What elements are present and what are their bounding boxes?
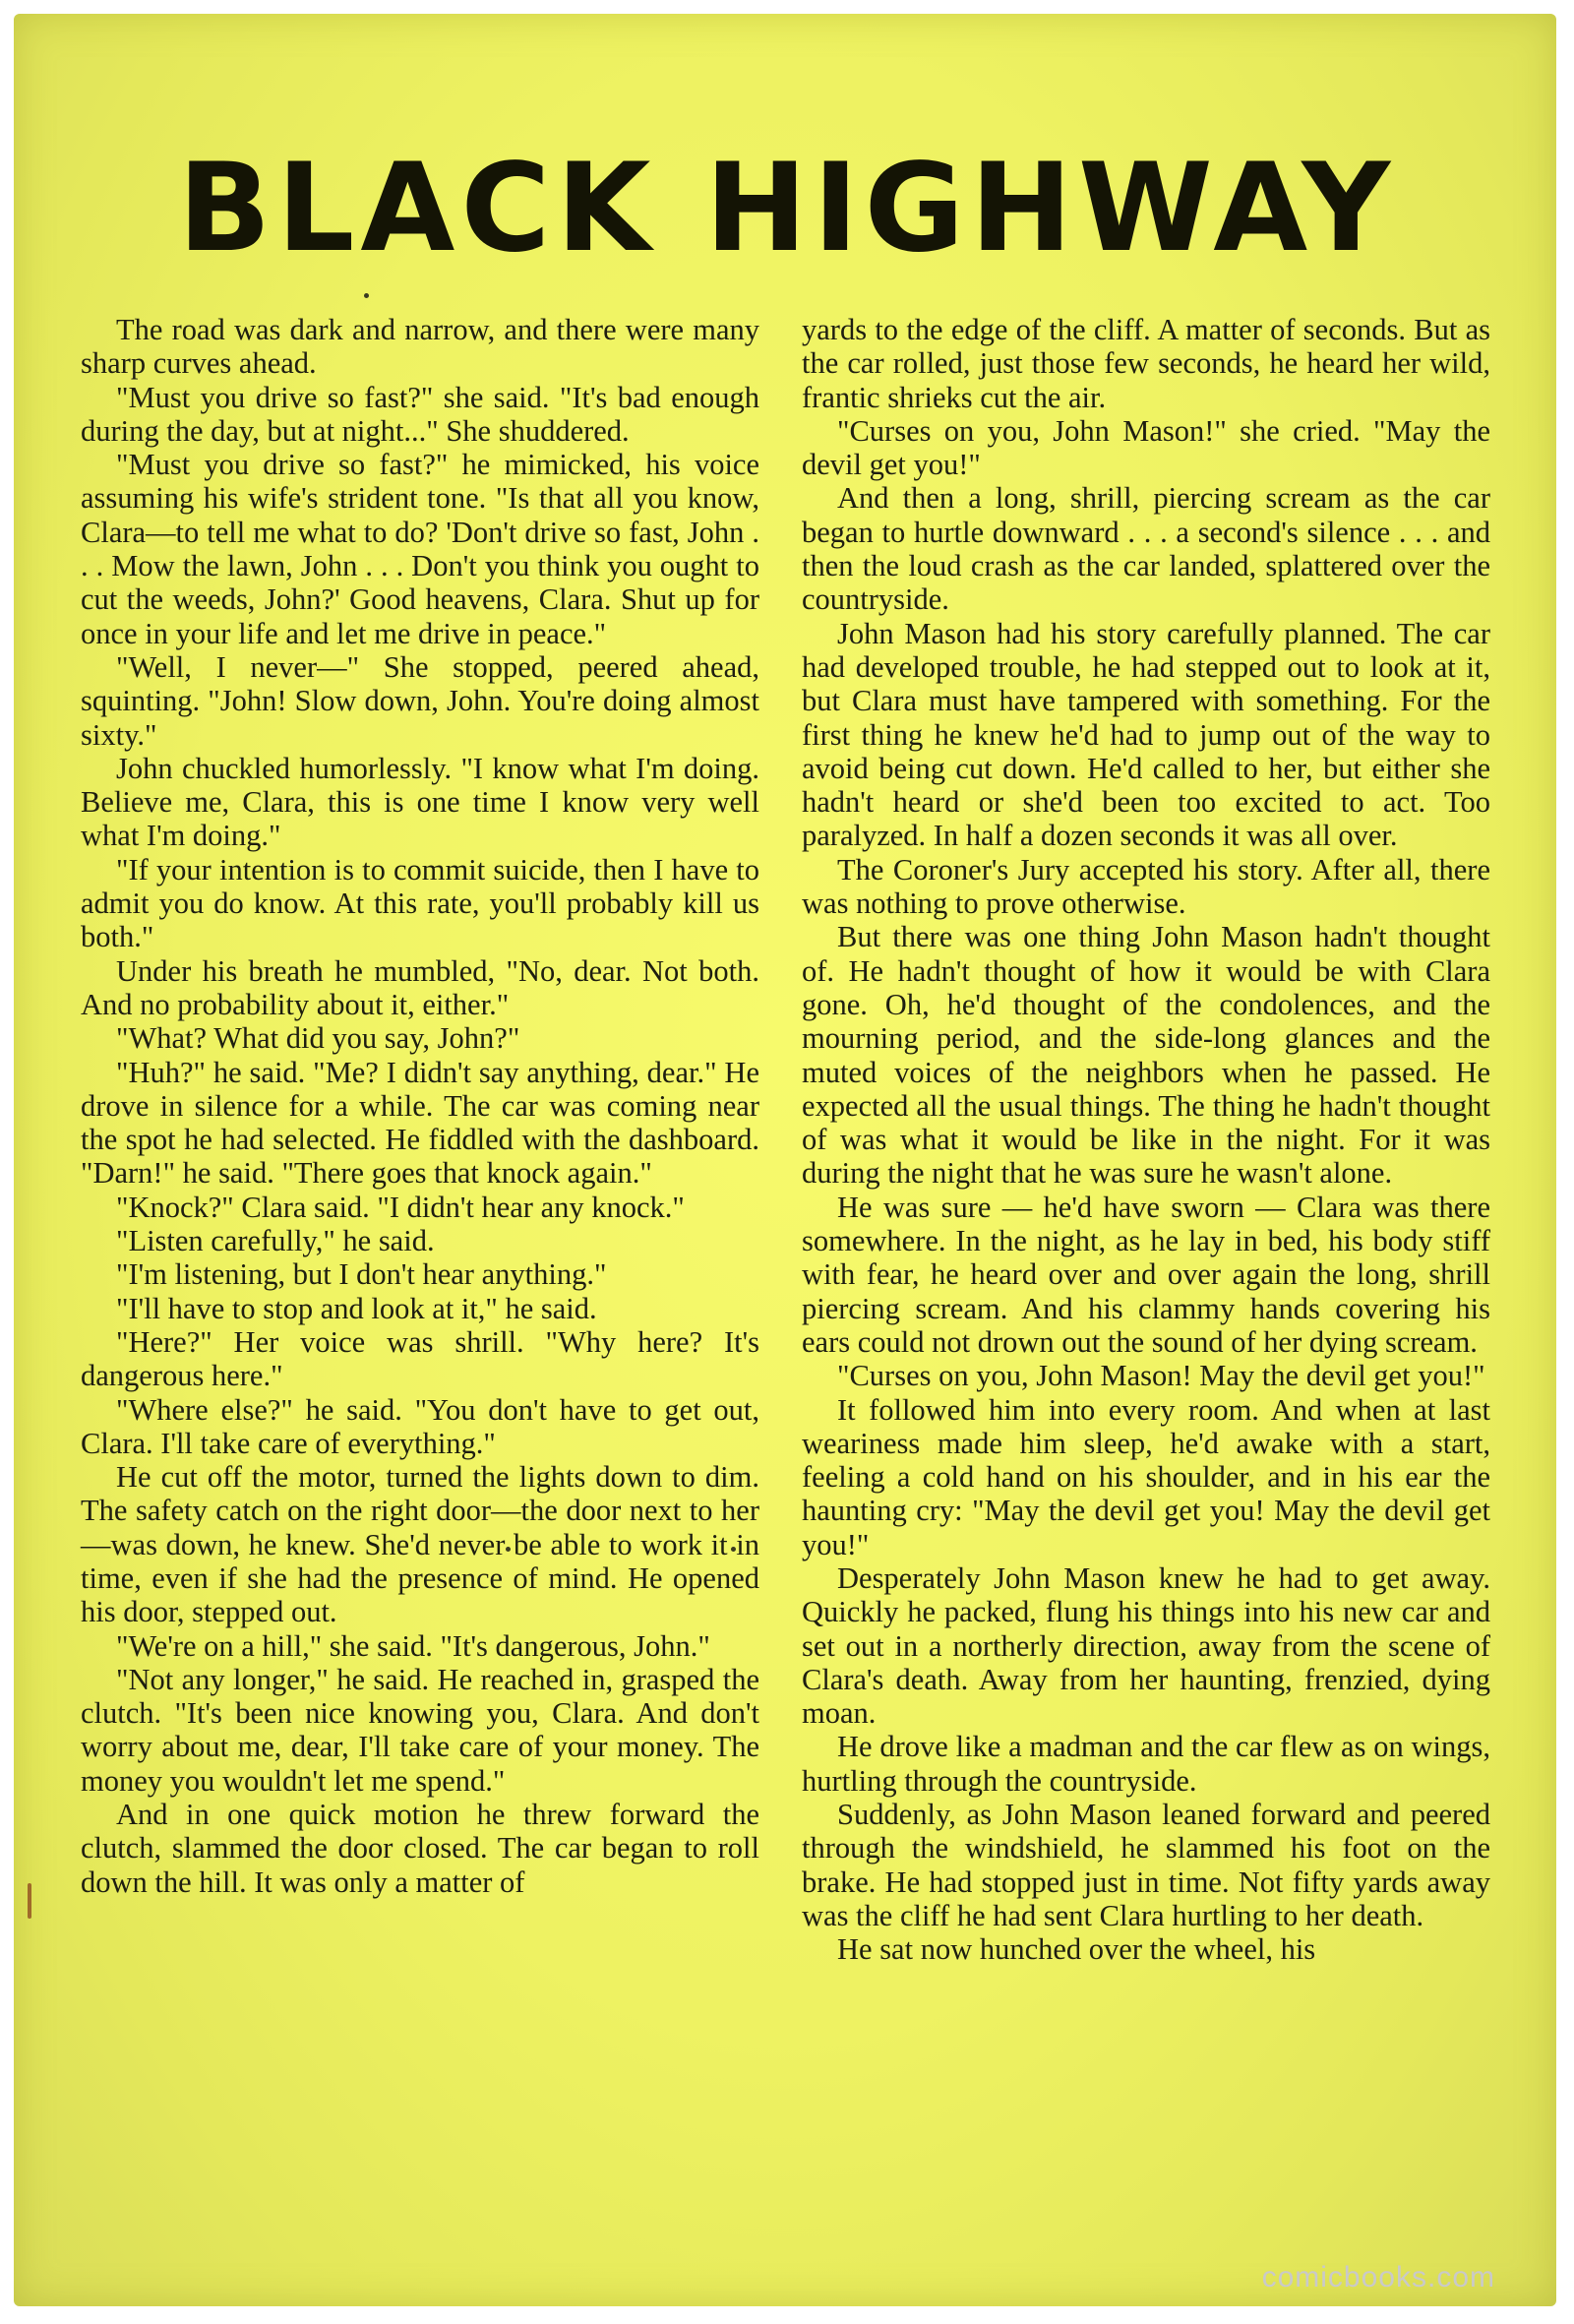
paragraph: "Must you drive so fast?" he mimicked, his voice assuming his wife's strident tone. "Is that all you know, Clara—to tell me what to do? 'Don't drive so fast, John . . . Mow the lawn, John . . . Don't you think you ought to cut the weeds, John?' Good heavens, Clara. Shut up for once in your life and let me drive in peace." bbox=[81, 448, 759, 650]
paragraph: "I'm listening, but I don't hear anything." bbox=[116, 1257, 607, 1292]
paragraph: "Where else?" he said. "You don't have to get out, Clara. I'll take care of everything." bbox=[81, 1392, 759, 1460]
paragraph: And then a long, shrill, piercing scream as the car began to hurtle downward . . . a second's silence . . . and then the loud crash as the car landed, splattered over the countryside. bbox=[802, 481, 1490, 617]
paragraph: But there was one thing John Mason hadn't thought of. He hadn't thought of how it would be with Clara gone. Oh, he'd thought of the condolences, and the mourning period, and the side-long glances and the muted voices of the neighbors when he passed. He expected all the usual things. The thing he hadn't thought of was what it would be like in the night. For it was during the night that he was sure he wasn't alone. bbox=[802, 920, 1490, 1191]
ink-speck bbox=[28, 1883, 31, 1919]
paragraph: Suddenly, as John Mason leaned forward and peered through the windshield, he slammed his foot on the brake. He had stopped just in time. Not fifty yards away was the cliff he had sent Clara hurtling to her death. bbox=[802, 1798, 1490, 1932]
paragraph: John Mason had his story carefully planned. The car had developed trouble, he had stepped out to look at it, but Clara must have tampered with something. For the first thing he knew he'd had to jump out of the way to avoid being cut down. He'd called to her, but either she hadn't heard or she'd been too excited to act. Too paralyzed. In half a dozen seconds it was all over. bbox=[802, 616, 1490, 853]
paragraph: "What? What did you say, John?" bbox=[116, 1021, 520, 1056]
paragraph: "I'll have to stop and look at it," he said. bbox=[116, 1291, 597, 1325]
right-column bbox=[802, 313, 1490, 1967]
ink-speck bbox=[364, 293, 369, 298]
paragraph: "Not any longer," he said. He reached in, grasped the clutch. "It's been nice knowing you, Clara. And don't worry about me, dear, I'll take care of your money. The money you wouldn't let me spend." bbox=[81, 1662, 759, 1798]
paragraph: He was sure — he'd have sworn — Clara was there somewhere. In the night, as he lay in bed, his body stiff with fear, he heard over and over again the long, shrill piercing scream. And his clammy hands covering his ears could not drown out the sound of her dying scream. bbox=[802, 1190, 1490, 1359]
paragraph: The road was dark and narrow, and there were many sharp curves ahead. bbox=[81, 313, 759, 381]
paragraph: "Listen carefully," he said. bbox=[116, 1224, 435, 1258]
paragraph: "We're on a hill," she said. "It's dangerous, John." bbox=[116, 1628, 710, 1663]
paragraph: "Huh?" he said. "Me? I didn't say anything, dear." He drove in silence for a while. The car was coming near the spot he had selected. He fiddled with the dashboard. "Darn!" he said. "There goes that knock again." bbox=[81, 1055, 759, 1191]
paragraph: John chuckled humorlessly. "I know what I'm doing. Believe me, Clara, this is one time I know very well what I'm doing." bbox=[81, 751, 759, 853]
paragraph: "Knock?" Clara said. "I didn't hear any knock." bbox=[116, 1190, 685, 1224]
paragraph: Under his breath he mumbled, "No, dear. Not both. And no probability about it, either." bbox=[81, 953, 759, 1021]
paragraph: "Curses on you, John Mason!" she cried. "May the devil get you!" bbox=[802, 413, 1490, 482]
paragraph: He drove like a madman and the car flew as on wings, hurtling through the countryside. bbox=[802, 1730, 1490, 1798]
paragraph: He sat now hunched over the wheel, his bbox=[837, 1932, 1316, 1967]
paragraph: "Well, I never—" She stopped, peered ahead, squinting. "John! Slow down, John. You're doing almost sixty." bbox=[81, 649, 759, 752]
paragraph: "If your intention is to commit suicide, then I have to admit you do know. At this rate, you'll probably kill us both." bbox=[81, 852, 759, 954]
paragraph: The Coroner's Jury accepted his story. After all, there was nothing to prove otherwise. bbox=[802, 852, 1490, 921]
paragraph: And in one quick motion he threw forward the clutch, slammed the door closed. The car began to roll down the hill. It was only a matter of bbox=[81, 1798, 759, 1899]
paragraph: He cut off the motor, turned the lights down to dim. The safety catch on the right door—the door next to her—was down, he knew. She'd never be able to work it in time, even if she had the presence of mind. He opened his door, stepped out. bbox=[81, 1460, 759, 1629]
paragraph: yards to the edge of the cliff. A matter of seconds. But as the car rolled, just those few seconds, he heard her wild, frantic shrieks cut the air. bbox=[802, 313, 1490, 414]
paragraph: "Curses on you, John Mason! May the devil get you!" bbox=[837, 1359, 1485, 1393]
story-title: BLACK HIGHWAY bbox=[177, 138, 1397, 279]
left-column bbox=[81, 313, 759, 1899]
paragraph: "Must you drive so fast?" she said. "It's bad enough during the day, but at night..." She shuddered. bbox=[81, 380, 759, 448]
paragraph: Desperately John Mason knew he had to get away. Quickly he packed, flung his things into his new car and set out in a northerly direction, away from the scene of Clara's death. Away from her haunting, frenzied, dying moan. bbox=[802, 1560, 1490, 1731]
watermark: comicbooks.com bbox=[1261, 2261, 1495, 2293]
paragraph: It followed him into every room. And when at last weariness made him sleep, he'd awake with a start, feeling a cold hand on his shoulder, and in his ear the haunting cry: "May the devil get you! May the devil get you!" bbox=[802, 1392, 1490, 1561]
paragraph: "Here?" Her voice was shrill. "Why here? It's dangerous here." bbox=[81, 1324, 759, 1393]
